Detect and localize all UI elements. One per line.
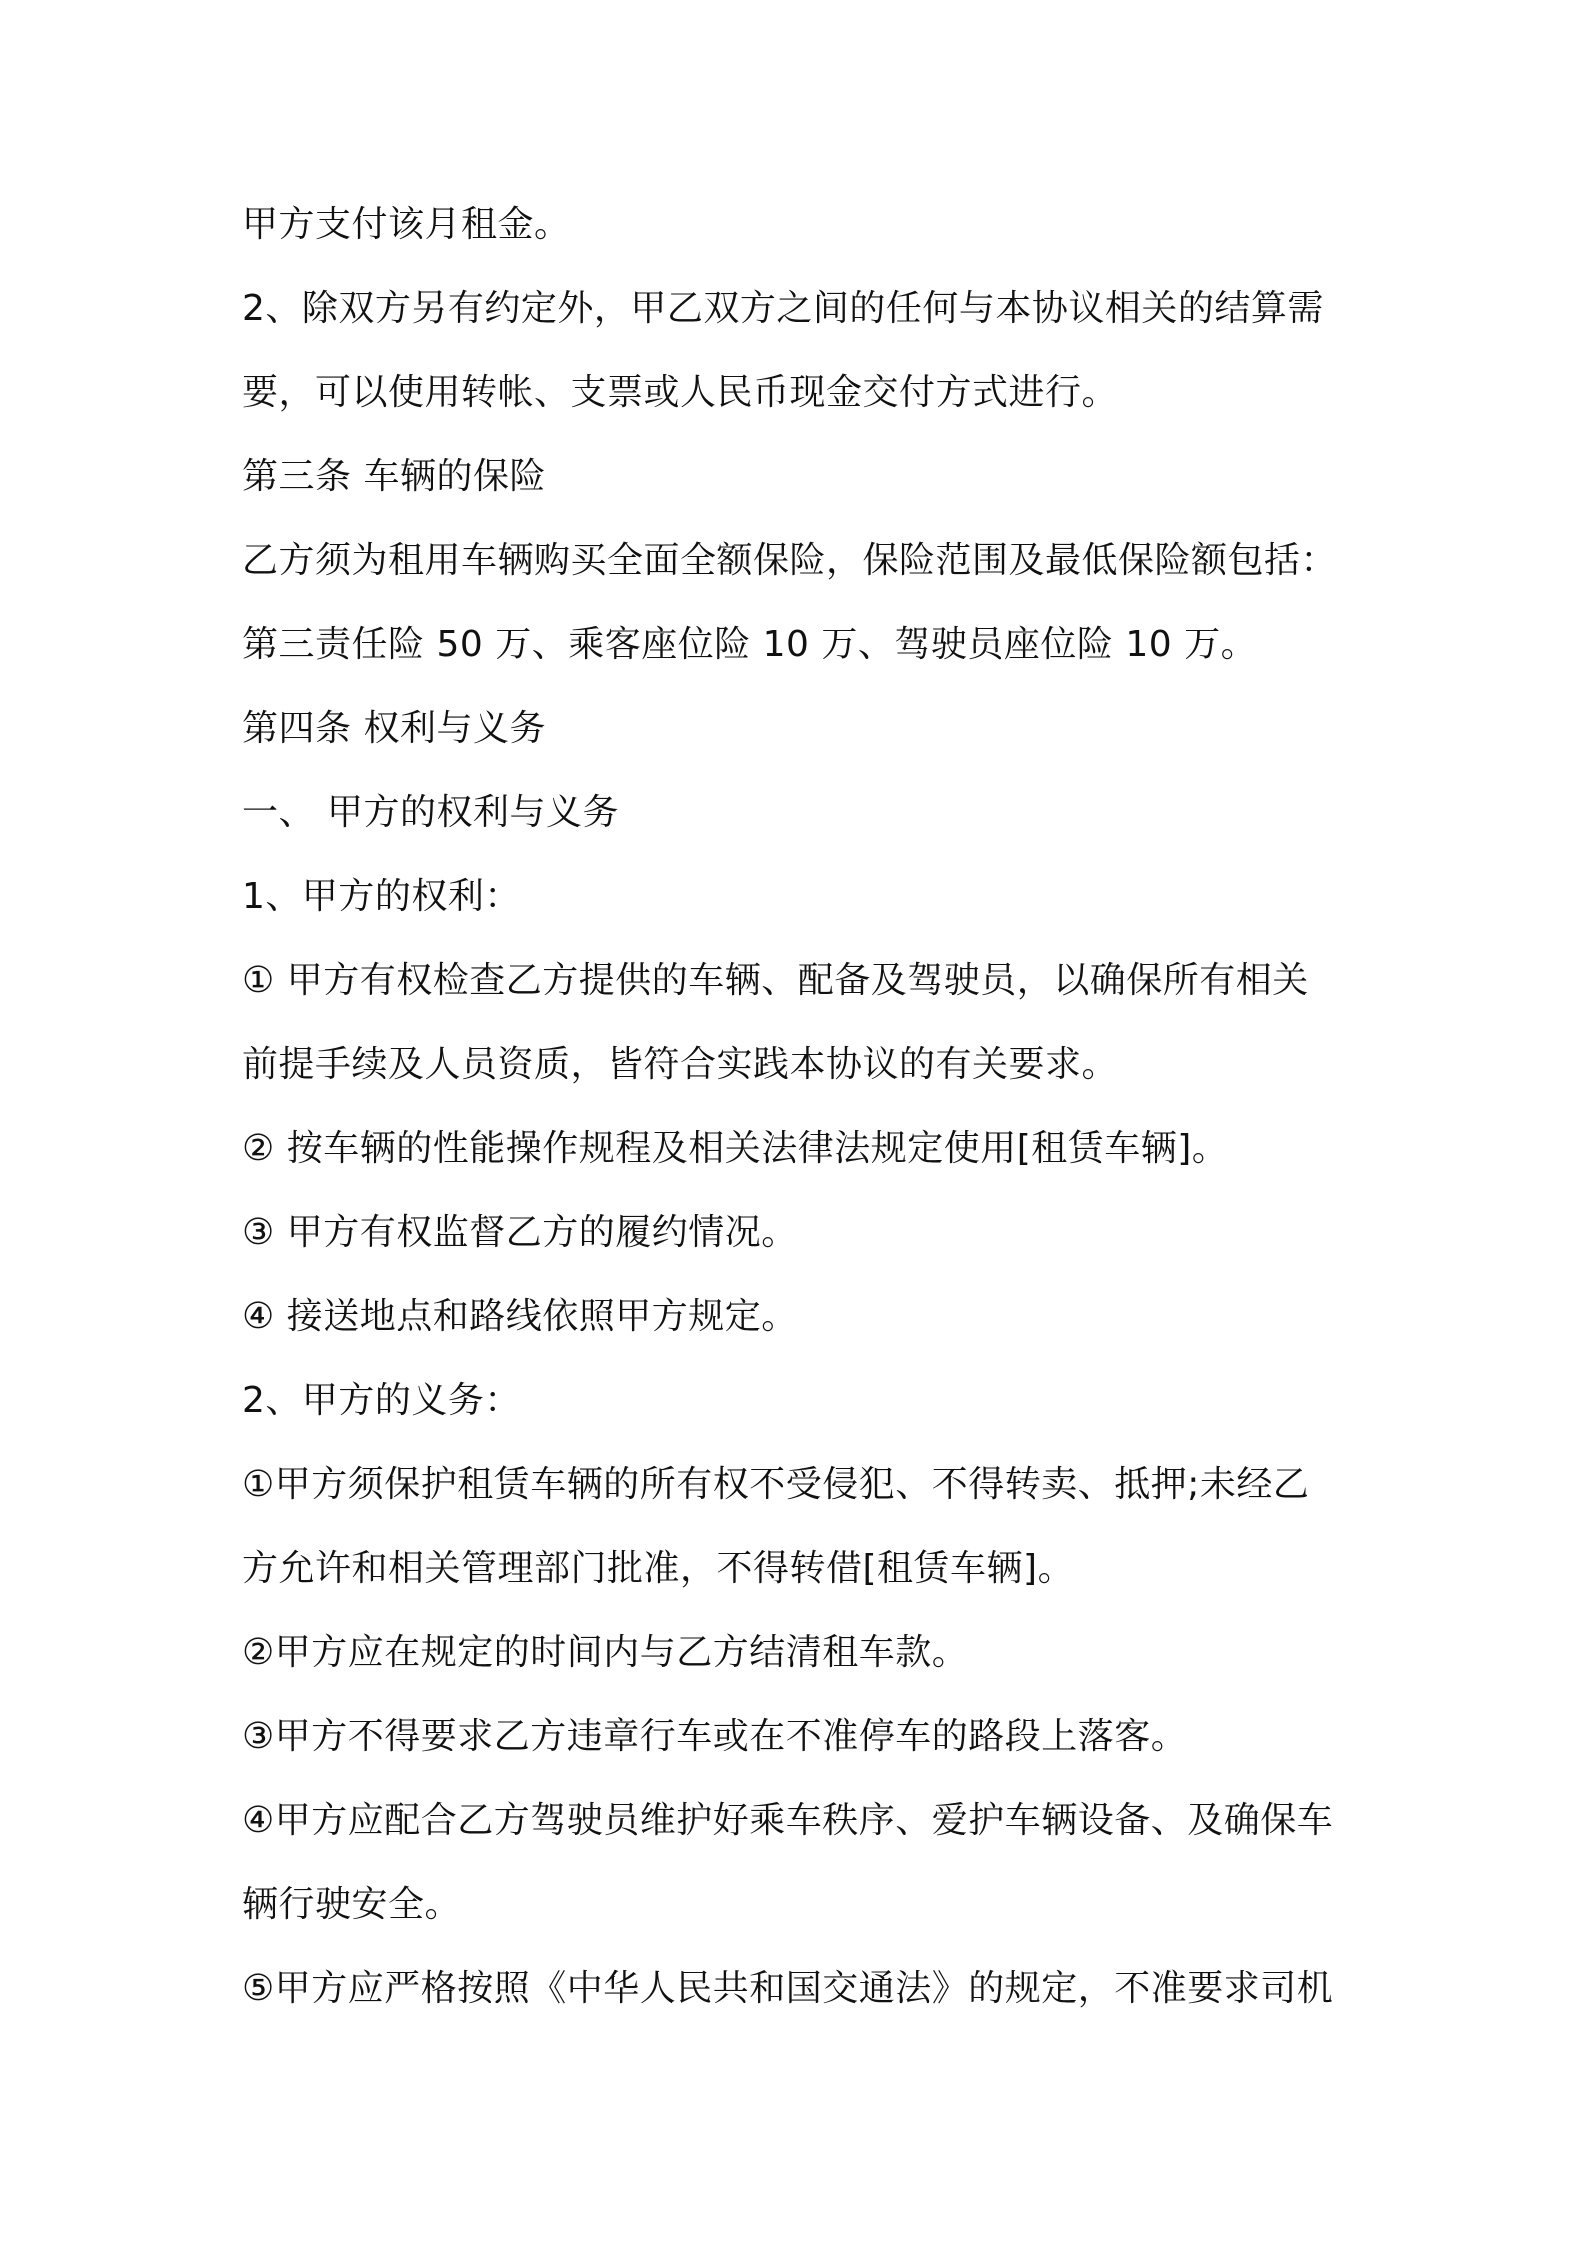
section-heading-3: 第三条 车辆的保险: [242, 456, 546, 497]
text-line-3: 要，可以使用转帐、支票或人民币现金交付方式进行。: [242, 372, 1119, 413]
text-line-20: ④甲方应配合乙方驾驶员维护好乘车秩序、爱护车辆设备、及确保车: [242, 1800, 1334, 1841]
text-line-18: ②甲方应在规定的时间内与乙方结清租车款。: [242, 1632, 969, 1673]
section-heading-4: 第四条 权利与义务: [242, 708, 546, 749]
text-line-2: 2、除双方另有约定外，甲乙双方之间的任何与本协议相关的结算需: [242, 288, 1324, 329]
text-line-13: ③ 甲方有权监督乙方的履约情况。: [242, 1212, 798, 1253]
text-line-17: 方允许和相关管理部门批准，不得转借[租赁车辆]。: [242, 1548, 1075, 1589]
text-line-21: 辆行驶安全。: [242, 1884, 462, 1925]
text-line-19: ③甲方不得要求乙方违章行车或在不准停车的路段上落客。: [242, 1716, 1188, 1757]
subsection-heading-1: 一、 甲方的权利与义务: [242, 792, 619, 833]
text-line-14: ④ 接送地点和路线依照甲方规定。: [242, 1296, 798, 1337]
text-line-10: ① 甲方有权检查乙方提供的车辆、配备及驾驶员，以确保所有相关: [242, 960, 1309, 1001]
text-line-11: 前提手续及人员资质，皆符合实践本协议的有关要求。: [242, 1044, 1119, 1085]
text-line-12: ② 按车辆的性能操作规程及相关法律法规定使用[租赁车辆]。: [242, 1128, 1229, 1169]
text-line-9: 1、甲方的权利：: [242, 876, 521, 917]
text-line-16: ①甲方须保护租赁车辆的所有权不受侵犯、不得转卖、抵押;未经乙: [242, 1464, 1310, 1505]
text-line-1: 甲方支付该月租金。: [242, 204, 571, 245]
text-line-6: 第三责任险 50 万、乘客座位险 10 万、驾驶员座位险 10 万。: [242, 624, 1258, 665]
text-line-22: ⑤甲方应严格按照《中华人民共和国交通法》的规定，不准要求司机: [242, 1968, 1334, 2009]
text-line-15: 2、甲方的义务：: [242, 1380, 521, 1421]
text-line-5: 乙方须为租用车辆购买全面全额保险，保险范围及最低保险额包括：: [242, 540, 1338, 581]
